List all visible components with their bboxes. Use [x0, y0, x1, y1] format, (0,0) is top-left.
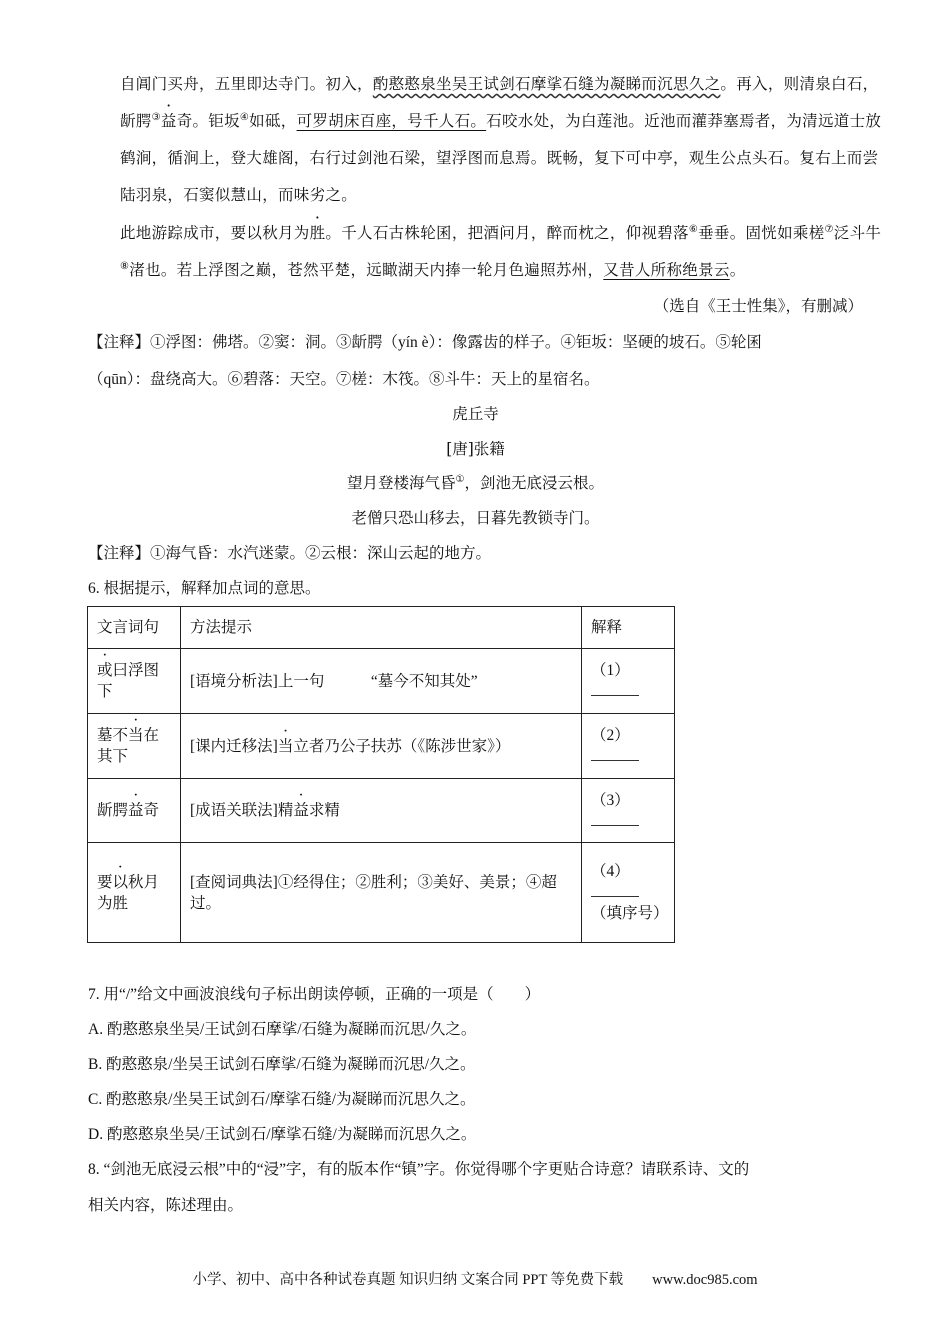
table-row [88, 843, 675, 943]
text: 此地游踪成市，要以秋月为 [120, 224, 310, 242]
answer-blank[interactable] [591, 746, 639, 761]
question-6-table [87, 606, 675, 943]
passage-paragraph-2 [88, 215, 890, 289]
hint-cell [181, 779, 582, 843]
text: 。千人石古株轮囷，把酒问月，醉而枕之，仰视碧落 [325, 224, 689, 242]
table-header: 文言词句 [88, 607, 181, 649]
answer-number: （2） [591, 727, 630, 744]
footnote-mark: ④ [239, 111, 250, 123]
footnote-mark: ⑧ [120, 260, 130, 272]
footnote-mark: ① [455, 473, 465, 485]
poem-line-2: 老僧只恐山移去，日暮先教锁寺门。 [351, 509, 600, 527]
hint-cell: [语境分析法]上一句 “墓今不知其处” [181, 649, 582, 714]
phrase-cell [88, 714, 181, 779]
answer-cell [582, 843, 675, 943]
dotted-word: 当 [128, 727, 144, 744]
question-8-line-1: 8. “剑池无底浸云根”中的“浸”字，有的版本作“镇”字。你觉得哪个字更贴合诗意？请联系诗、文的 [88, 1161, 750, 1178]
hint-cell: [查阅词典法]①经得住；②胜利；③美好、美景；④超过。 [181, 843, 582, 943]
text: 秋月为胜 [97, 873, 160, 912]
text: 石咬水处，为白莲池。近池而灌莽塞焉者，为清远道士放鹤涧，循涧上，登大雄阁，右行过剑池石梁，望浮图而息焉。既畅，复下可中亭，观生公点头石。复右上而尝陆羽泉，石窦似慧山，而味劣之。 [120, 112, 882, 204]
note-line-2: （qūn）：盘绕高大。⑥碧落：天空。⑦槎：木筏。⑧斗牛：天上的星宿名。 [88, 371, 600, 388]
dotted-word: 或 [97, 662, 113, 679]
answer-note: （填序号） [591, 905, 669, 922]
page-footer: 小学、初中、高中各种试卷真题 知识归纳 文案合同 PPT 等免费下载 www.doc985.com [192, 1272, 758, 1288]
text: 望月登楼海气昏 [347, 474, 456, 492]
text: 自阊门买舟，五里即达寺门。初入， [120, 75, 373, 93]
answer-blank[interactable] [591, 681, 639, 696]
dotted-word: 益 [128, 802, 144, 819]
question-6-stem: 6. 根据提示，解释加点词的意思。 [88, 580, 321, 597]
text: 曰浮图下 [97, 662, 160, 700]
option-a[interactable]: A. 酌憨憨泉坐吴/王试剑石摩挲/石缝为凝睇而沉思/久之。 [88, 1021, 477, 1038]
poem-author: [唐]张籍 [446, 440, 505, 458]
footnote-mark: ⑦ [824, 223, 834, 235]
underlined-sentence: 可罗胡床百座，号千人石。 [296, 112, 487, 130]
table-row [88, 649, 675, 714]
answer-cell [582, 779, 675, 843]
text: 渚也。若上浮图之巅，苍然平楚，远瞰湖天内捧一轮月色遍照苏州， [129, 261, 604, 279]
text: 奇 [143, 802, 160, 819]
option-b[interactable]: B. 酌憨憨泉/坐吴王试剑石摩挲/石缝为凝睇而沉思/久之。 [88, 1056, 476, 1073]
answer-cell [582, 649, 675, 714]
table-header: 解释 [582, 607, 675, 649]
poem-title: 虎丘寺 [452, 405, 499, 423]
footnote-mark: ⑥ [688, 223, 699, 235]
text: [成语关联法]精 [190, 802, 294, 819]
text: 立者乃公子扶苏（《陈涉世家》） [293, 737, 511, 755]
text: 。再入，则清泉白石，龂腭 [120, 75, 879, 130]
footnote-mark: ③ [151, 111, 161, 123]
dotted-word: 以 [112, 873, 129, 891]
phrase-cell [88, 649, 181, 714]
passage-paragraph-1 [88, 66, 890, 214]
text: 奇。钜坂 [176, 112, 240, 130]
hint-cell [181, 714, 582, 779]
question-8-line-2: 相关内容，陈述理由。 [88, 1197, 244, 1214]
passage-source: （选自《王士性集》，有删减） [653, 297, 863, 315]
phrase-cell [88, 779, 181, 843]
table-row [88, 779, 675, 843]
table-header: 方法提示 [181, 607, 582, 649]
text: [课内迁移法] [190, 737, 278, 755]
option-c[interactable]: C. 酌憨憨泉/坐吴王试剑石/摩挲石缝/为凝睇而沉思久之。 [88, 1091, 476, 1108]
text: 墓不 [97, 727, 129, 744]
dotted-word: 胜 [309, 224, 326, 242]
table-row [88, 714, 675, 779]
dotted-word: 当 [277, 737, 294, 755]
answer-number: （3） [591, 791, 630, 809]
answer-blank[interactable] [591, 811, 639, 826]
text: 。 [729, 261, 746, 279]
option-d[interactable]: D. 酌憨憨泉坐吴/王试剑石/摩挲石缝/为凝睇而沉思久之。 [88, 1126, 477, 1143]
answer-blank[interactable] [591, 882, 639, 897]
dotted-word: 益 [293, 802, 309, 819]
note-line-1: 【注释】①浮图：佛塔。②窦：洞。③龂腭（yín è）：像露齿的样子。④钜坂：坚硬的坡石。⑤轮囷 [88, 334, 762, 351]
text: ，剑池无底浸云根。 [464, 474, 604, 492]
text: 垂垂。固恍如乘槎 [698, 224, 825, 242]
text: 要 [97, 873, 113, 891]
text: 求精 [308, 802, 340, 819]
text: 龂腭 [97, 802, 129, 819]
poem-notes: 【注释】①海气昏：水汽迷蒙。②云根：深山云起的地方。 [88, 545, 492, 562]
text: 泛斗牛 [833, 224, 882, 242]
text: 在其下 [97, 727, 160, 765]
poem-line-1 [88, 471, 863, 493]
wavy-underlined-sentence: 酌憨憨泉坐吴王试剑石摩挲石缝为凝睇而沉思久之 [372, 75, 721, 93]
question-7-stem: 7. 用“/”给文中画波浪线句子标出朗读停顿，正确的一项是（ ） [88, 986, 541, 1003]
text: 如砥， [249, 112, 297, 130]
underlined-sentence: 又昔人所称绝景云 [603, 261, 730, 279]
table-header-row [88, 607, 675, 649]
dotted-word: 益 [160, 112, 177, 130]
answer-cell [582, 714, 675, 779]
phrase-cell [88, 843, 181, 943]
answer-number: （1） [591, 662, 630, 679]
answer-number: （4） [591, 863, 630, 880]
